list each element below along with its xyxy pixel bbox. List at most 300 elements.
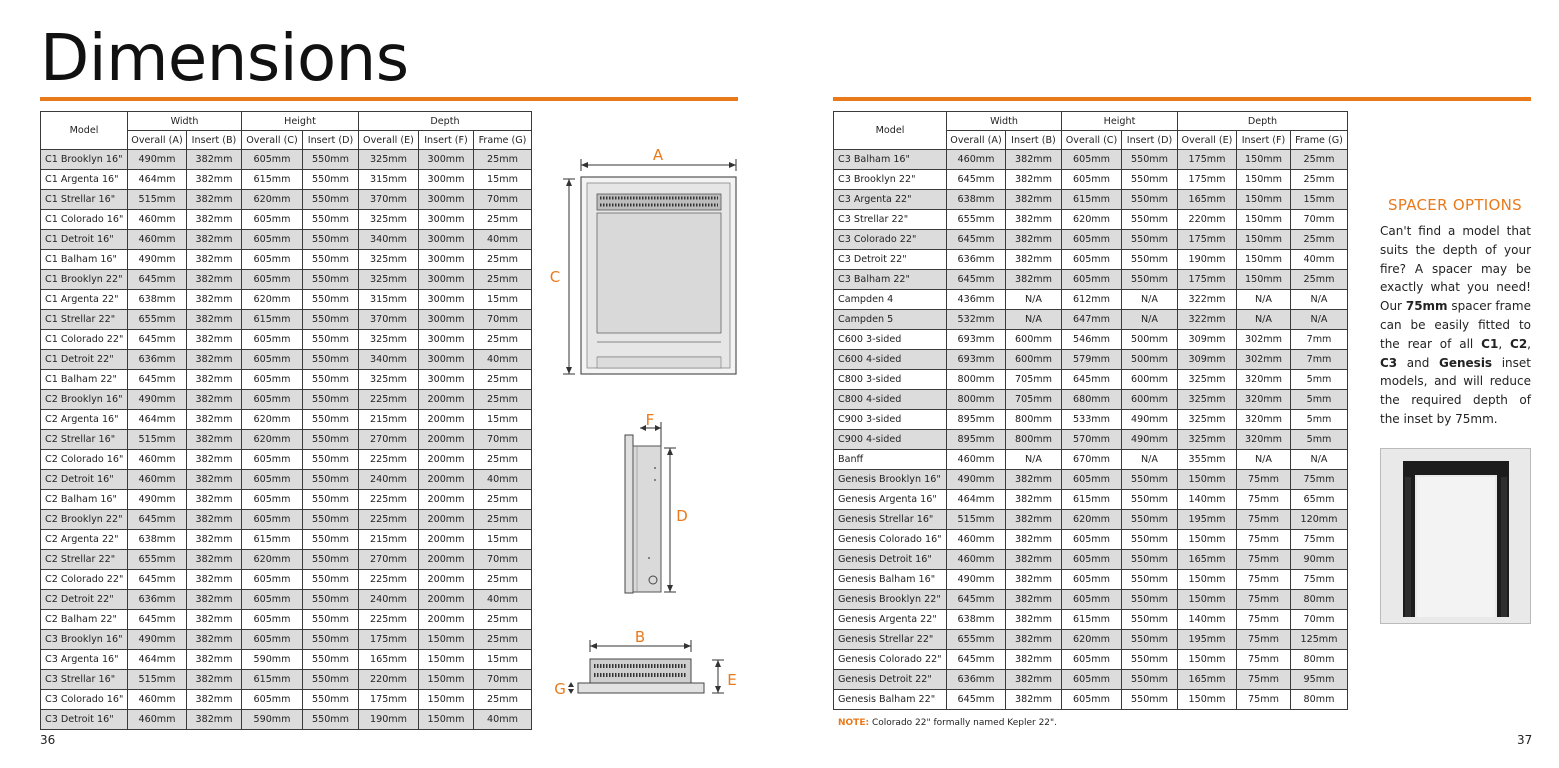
value-cell: 75mm [1237,650,1291,670]
value-cell: 532mm [947,310,1006,330]
value-cell: 382mm [187,650,242,670]
value-cell: 80mm [1291,590,1348,610]
value-cell: 464mm [128,650,187,670]
label-g: G [554,680,566,698]
value-cell: 220mm [359,670,419,690]
table-row [41,550,532,570]
table-row [834,670,1348,690]
value-cell: 7mm [1291,330,1348,350]
model-cell: C900 4-sided [834,430,947,450]
model-cell: Campden 5 [834,310,947,330]
value-cell: 645mm [947,170,1006,190]
value-cell: 190mm [1178,250,1237,270]
value-cell: 200mm [419,430,474,450]
label-c: C [549,268,561,286]
model-cell: Genesis Strellar 16" [834,510,947,530]
model-cell: Genesis Colorado 22" [834,650,947,670]
value-cell: 550mm [1122,570,1178,590]
value-cell: 25mm [474,150,532,170]
label-e: E [727,671,737,689]
value-cell: 25mm [474,330,532,350]
value-cell: 382mm [187,290,242,310]
spacer-options-text: Can't find a model that suits the depth of your fire? A spacer may be exactly what you need! Our 75mm spacer frame can be easily fitted to the rear of all C1, C2, C3 and Genesis inset models, and will reduce the required depth of the inset by 75mm. [1380,224,1531,426]
model-cell: C2 Brooklyn 22" [41,510,128,530]
value-cell: 490mm [947,570,1006,590]
table-row [41,370,532,390]
value-cell: 800mm [947,370,1006,390]
value-cell: 895mm [947,410,1006,430]
model-cell: C2 Colorado 22" [41,570,128,590]
value-cell: 322mm [1178,310,1237,330]
column-header: Frame (G) [1291,131,1348,150]
value-cell: 612mm [1062,290,1122,310]
value-cell: 150mm [1178,570,1237,590]
value-cell: 615mm [1062,610,1122,630]
value-cell: 225mm [359,490,419,510]
value-cell: 325mm [359,250,419,270]
table-row [834,150,1348,170]
table-row [834,190,1348,210]
model-cell: C3 Argenta 16" [41,650,128,670]
value-cell: 460mm [128,230,187,250]
value-cell: 300mm [419,210,474,230]
value-cell: N/A [1291,310,1348,330]
value-cell: 460mm [128,690,187,710]
value-cell: 382mm [1006,650,1062,670]
value-cell: 382mm [1006,210,1062,230]
value-cell: 550mm [1122,270,1178,290]
value-cell: 550mm [303,670,359,690]
model-header: Model [41,112,128,150]
value-cell: N/A [1237,290,1291,310]
value-cell: 550mm [303,610,359,630]
table-row [41,670,532,690]
value-cell: 550mm [1122,670,1178,690]
value-cell: 382mm [187,490,242,510]
column-header: Insert (D) [1122,131,1178,150]
value-cell: 150mm [1237,210,1291,230]
model-cell: Genesis Balham 22" [834,690,947,710]
model-cell: Genesis Argenta 22" [834,610,947,630]
value-cell: 300mm [419,350,474,370]
value-cell: 605mm [242,590,303,610]
value-cell: 620mm [1062,630,1122,650]
label-b: B [634,628,646,646]
value-cell: 90mm [1291,550,1348,570]
value-cell: 605mm [1062,470,1122,490]
value-cell: 300mm [419,370,474,390]
value-cell: 382mm [1006,510,1062,530]
value-cell: 325mm [1178,430,1237,450]
value-cell: 320mm [1237,430,1291,450]
value-cell: 70mm [474,430,532,450]
value-cell: 309mm [1178,330,1237,350]
table-row [41,490,532,510]
depth-group-header: Depth [359,112,532,131]
value-cell: 165mm [359,650,419,670]
value-cell: 693mm [947,350,1006,370]
value-cell: 600mm [1006,330,1062,350]
value-cell: 550mm [1122,170,1178,190]
value-cell: 490mm [128,250,187,270]
height-group-header: Height [1062,112,1178,131]
value-cell: 460mm [947,530,1006,550]
value-cell: 645mm [947,230,1006,250]
value-cell: 615mm [242,670,303,690]
model-cell: Genesis Argenta 16" [834,490,947,510]
value-cell: 605mm [1062,530,1122,550]
value-cell: 550mm [1122,250,1178,270]
page-title: Dimensions [40,22,409,96]
value-cell: 550mm [303,630,359,650]
value-cell: 550mm [303,570,359,590]
value-cell: 645mm [947,590,1006,610]
model-cell: C3 Colorado 22" [834,230,947,250]
value-cell: 550mm [303,450,359,470]
value-cell: 605mm [242,210,303,230]
value-cell: 460mm [128,210,187,230]
value-cell: 550mm [303,430,359,450]
value-cell: 605mm [242,610,303,630]
model-cell: C1 Strellar 22" [41,310,128,330]
column-header: Overall (E) [1178,131,1237,150]
value-cell: 500mm [1122,350,1178,370]
value-cell: 70mm [1291,610,1348,630]
value-cell: 25mm [474,630,532,650]
value-cell: 175mm [1178,270,1237,290]
value-cell: 605mm [242,230,303,250]
table-row [834,390,1348,410]
table-row [41,150,532,170]
value-cell: 550mm [303,290,359,310]
model-cell: C600 3-sided [834,330,947,350]
value-cell: 550mm [1122,510,1178,530]
value-cell: 215mm [359,410,419,430]
table-row [834,590,1348,610]
value-cell: 382mm [1006,230,1062,250]
value-cell: 515mm [128,670,187,690]
value-cell: 382mm [187,330,242,350]
value-cell: 80mm [1291,690,1348,710]
value-cell: 175mm [359,630,419,650]
table-row [41,510,532,530]
value-cell: 382mm [187,630,242,650]
model-cell: C3 Strellar 16" [41,670,128,690]
value-cell: 382mm [1006,190,1062,210]
value-cell: 15mm [474,170,532,190]
value-cell: 605mm [1062,270,1122,290]
model-cell: C2 Argenta 16" [41,410,128,430]
value-cell: 200mm [419,550,474,570]
value-cell: 65mm [1291,490,1348,510]
value-cell: 693mm [947,330,1006,350]
model-cell: C3 Brooklyn 22" [834,170,947,190]
column-header: Insert (F) [419,131,474,150]
value-cell: 464mm [947,490,1006,510]
value-cell: 200mm [419,390,474,410]
table-row [834,650,1348,670]
value-cell: 645mm [947,650,1006,670]
model-cell: C3 Brooklyn 16" [41,630,128,650]
value-cell: 550mm [303,230,359,250]
value-cell: 600mm [1122,390,1178,410]
value-cell: 550mm [303,350,359,370]
value-cell: 490mm [947,470,1006,490]
value-cell: N/A [1291,290,1348,310]
value-cell: 225mm [359,510,419,530]
value-cell: 75mm [1237,590,1291,610]
value-cell: 120mm [1291,510,1348,530]
model-cell: C1 Colorado 16" [41,210,128,230]
table-row [41,710,532,730]
value-cell: 605mm [1062,150,1122,170]
value-cell: 550mm [1122,230,1178,250]
value-cell: 150mm [419,690,474,710]
width-group-header: Width [947,112,1062,131]
value-cell: 800mm [1006,410,1062,430]
depth-group-header: Depth [1178,112,1348,131]
value-cell: 600mm [1122,370,1178,390]
table-row [834,210,1348,230]
value-cell: 75mm [1291,470,1348,490]
value-cell: 325mm [1178,410,1237,430]
value-cell: 490mm [128,390,187,410]
spacer-frame-icon [1381,449,1530,623]
value-cell: N/A [1237,310,1291,330]
value-cell: 75mm [1237,610,1291,630]
label-a: A [652,146,664,164]
table-row [834,250,1348,270]
value-cell: 605mm [1062,550,1122,570]
value-cell: 200mm [419,590,474,610]
value-cell: 382mm [187,250,242,270]
value-cell: 550mm [1122,550,1178,570]
value-cell: 615mm [1062,190,1122,210]
value-cell: 302mm [1237,330,1291,350]
value-cell: 605mm [1062,170,1122,190]
value-cell: 75mm [1237,690,1291,710]
value-cell: 605mm [242,390,303,410]
value-cell: 200mm [419,570,474,590]
table-row [41,650,532,670]
value-cell: 15mm [474,530,532,550]
value-cell: 150mm [1237,190,1291,210]
value-cell: 340mm [359,350,419,370]
value-cell: 15mm [474,410,532,430]
value-cell: 200mm [419,410,474,430]
value-cell: 382mm [187,670,242,690]
value-cell: 550mm [1122,610,1178,630]
value-cell: 550mm [303,530,359,550]
value-cell: 195mm [1178,510,1237,530]
value-cell: 165mm [1178,190,1237,210]
value-cell: 605mm [242,330,303,350]
height-group-header: Height [242,112,359,131]
value-cell: 150mm [1237,170,1291,190]
value-cell: 605mm [242,250,303,270]
value-cell: 200mm [419,530,474,550]
width-group-header: Width [128,112,242,131]
value-cell: 25mm [1291,270,1348,290]
value-cell: 215mm [359,530,419,550]
value-cell: 325mm [1178,370,1237,390]
table-row [41,430,532,450]
model-cell: C600 4-sided [834,350,947,370]
value-cell: 382mm [1006,550,1062,570]
value-cell: 490mm [1122,430,1178,450]
value-cell: 655mm [128,550,187,570]
model-cell: C2 Colorado 16" [41,450,128,470]
table-row [834,690,1348,710]
model-cell: C1 Balham 16" [41,250,128,270]
value-cell: 270mm [359,430,419,450]
value-cell: 300mm [419,330,474,350]
value-cell: 550mm [303,370,359,390]
value-cell: 895mm [947,430,1006,450]
label-f: F [645,411,655,429]
dimensions-table-right [833,111,1348,710]
model-cell: Genesis Brooklyn 16" [834,470,947,490]
table-row [834,330,1348,350]
value-cell: 705mm [1006,370,1062,390]
value-cell: 464mm [128,410,187,430]
model-cell: Banff [834,450,947,470]
value-cell: 550mm [1122,630,1178,650]
value-cell: 605mm [242,630,303,650]
column-header: Overall (C) [242,131,303,150]
value-cell: 550mm [1122,690,1178,710]
table-row [41,610,532,630]
page-number-right: 37 [1517,733,1533,747]
model-cell: Genesis Detroit 16" [834,550,947,570]
value-cell: 25mm [474,510,532,530]
model-cell: C3 Balham 22" [834,270,947,290]
value-cell: 40mm [1291,250,1348,270]
value-cell: 240mm [359,470,419,490]
table-row [41,690,532,710]
table-row [41,410,532,430]
value-cell: N/A [1237,450,1291,470]
table-row [41,570,532,590]
value-cell: 370mm [359,190,419,210]
value-cell: 150mm [1178,530,1237,550]
value-cell: 70mm [474,190,532,210]
value-cell: 605mm [242,510,303,530]
value-cell: 325mm [359,210,419,230]
value-cell: 464mm [128,170,187,190]
column-header: Overall (E) [359,131,419,150]
value-cell: 382mm [1006,470,1062,490]
value-cell: 638mm [128,530,187,550]
value-cell: 150mm [419,630,474,650]
value-cell: 605mm [242,470,303,490]
value-cell: 550mm [1122,650,1178,670]
value-cell: 382mm [1006,170,1062,190]
model-cell: Campden 4 [834,290,947,310]
value-cell: 200mm [419,510,474,530]
value-cell: 550mm [303,330,359,350]
value-cell: 620mm [1062,510,1122,530]
value-cell: 382mm [1006,250,1062,270]
value-cell: 579mm [1062,350,1122,370]
value-cell: 300mm [419,150,474,170]
value-cell: 40mm [474,710,532,730]
value-cell: 550mm [1122,490,1178,510]
value-cell: 550mm [303,250,359,270]
model-cell: C3 Detroit 22" [834,250,947,270]
value-cell: 300mm [419,250,474,270]
right-orange-rule [833,97,1531,101]
table-row [834,310,1348,330]
value-cell: 620mm [242,190,303,210]
value-cell: 225mm [359,450,419,470]
value-cell: 550mm [1122,150,1178,170]
value-cell: 5mm [1291,370,1348,390]
value-cell: 150mm [419,710,474,730]
value-cell: 605mm [242,370,303,390]
table-row [834,470,1348,490]
value-cell: 150mm [1237,270,1291,290]
value-cell: 382mm [1006,570,1062,590]
page-number-left: 36 [40,733,56,747]
value-cell: 382mm [187,350,242,370]
value-cell: 460mm [947,550,1006,570]
value-cell: 75mm [1237,470,1291,490]
value-cell: 315mm [359,290,419,310]
model-cell: C3 Balham 16" [834,150,947,170]
value-cell: 75mm [1237,550,1291,570]
value-cell: 25mm [1291,230,1348,250]
column-header: Insert (F) [1237,131,1291,150]
value-cell: 25mm [474,450,532,470]
value-cell: 70mm [474,310,532,330]
value-cell: 75mm [1237,570,1291,590]
value-cell: 605mm [242,450,303,470]
model-cell: C1 Balham 22" [41,370,128,390]
value-cell: 125mm [1291,630,1348,650]
value-cell: 382mm [1006,690,1062,710]
model-cell: C2 Argenta 22" [41,530,128,550]
model-cell: C2 Detroit 22" [41,590,128,610]
value-cell: 670mm [1062,450,1122,470]
value-cell: 220mm [1178,210,1237,230]
value-cell: 645mm [947,270,1006,290]
value-cell: 590mm [242,710,303,730]
value-cell: 25mm [474,490,532,510]
table-row [834,230,1348,250]
table-row [834,530,1348,550]
value-cell: 382mm [187,590,242,610]
value-cell: 605mm [242,150,303,170]
value-cell: 550mm [303,170,359,190]
column-header: Overall (A) [128,131,187,150]
value-cell: 150mm [1178,690,1237,710]
model-cell: Genesis Brooklyn 22" [834,590,947,610]
model-cell: C3 Argenta 22" [834,190,947,210]
value-cell: 25mm [1291,170,1348,190]
value-cell: 800mm [1006,430,1062,450]
value-cell: 550mm [303,390,359,410]
table-row [834,450,1348,470]
table-row [834,570,1348,590]
table-row [41,450,532,470]
value-cell: 620mm [242,410,303,430]
value-cell: 382mm [187,170,242,190]
model-cell: C900 3-sided [834,410,947,430]
value-cell: 680mm [1062,390,1122,410]
value-cell: 70mm [474,670,532,690]
model-cell: C3 Colorado 16" [41,690,128,710]
